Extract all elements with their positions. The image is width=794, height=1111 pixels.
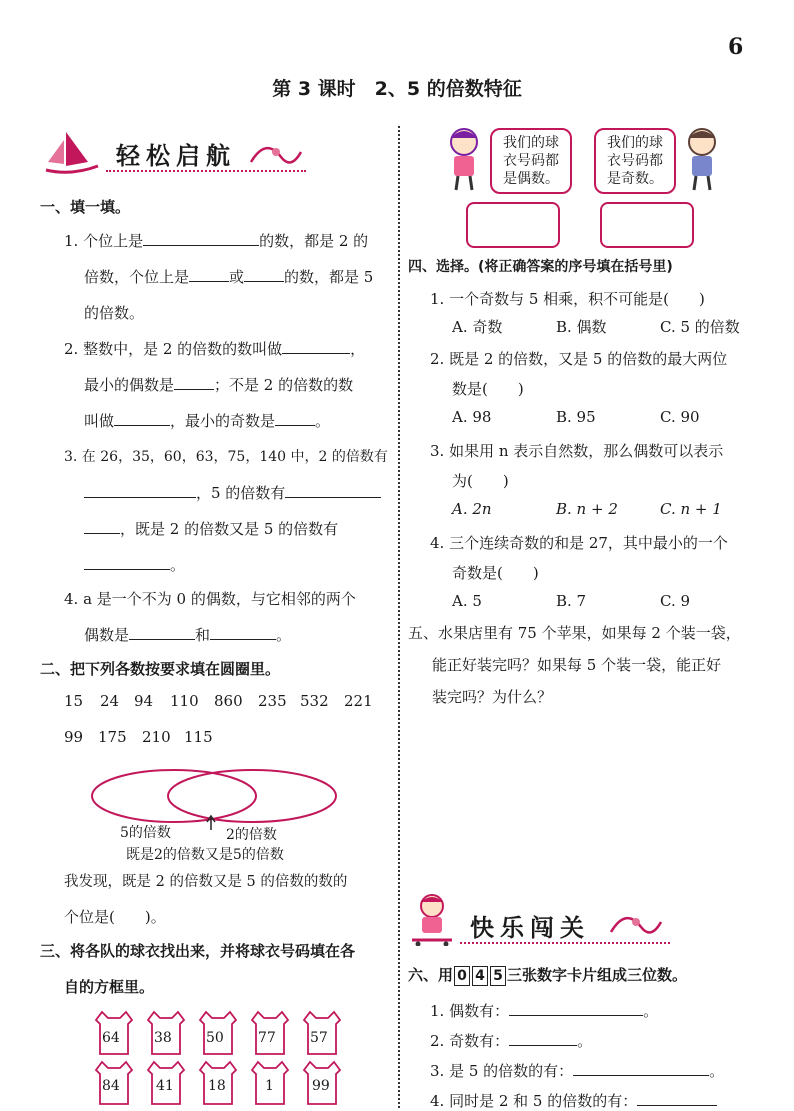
swirl-ornament-icon bbox=[606, 902, 666, 942]
swirl-ornament-icon bbox=[246, 132, 306, 172]
jersey-number: 41 bbox=[156, 1078, 174, 1094]
number-item: 110 bbox=[170, 692, 199, 710]
s1-q2-text-b: ， bbox=[350, 340, 366, 358]
s6-q1-text: 1. 偶数有： bbox=[430, 1002, 510, 1020]
number-item: 24 bbox=[100, 692, 120, 710]
section-5-line3: 装完吗？为什么？ bbox=[432, 688, 553, 706]
s1-q1-text-c: 倍数，个位上是 bbox=[84, 268, 190, 286]
answer-blank[interactable] bbox=[210, 625, 276, 640]
jersey[interactable] bbox=[302, 1010, 342, 1056]
s1-q2-line3 bbox=[84, 410, 330, 431]
odd-answer-box[interactable] bbox=[600, 202, 694, 248]
jersey-number: 99 bbox=[312, 1078, 330, 1094]
boy-character-left-icon bbox=[442, 126, 486, 194]
jersey-number: 77 bbox=[258, 1030, 276, 1046]
jersey-number: 84 bbox=[102, 1078, 120, 1094]
s4-q4-line1: 4. 三个连续奇数的和是 27，其中最小的一个 bbox=[430, 534, 728, 552]
answer-blank[interactable] bbox=[143, 231, 259, 246]
speech-bubble-even: 我们的球衣号码都是偶数。 bbox=[490, 128, 572, 194]
s4-q2-options bbox=[452, 408, 772, 428]
banner-easy-start-text: 轻松启航 bbox=[116, 142, 236, 170]
jersey[interactable] bbox=[94, 1060, 134, 1106]
s1-q3-text-c: ，既是 2 的倍数又是 5 的倍数有 bbox=[120, 520, 339, 538]
number-item: 235 bbox=[258, 692, 287, 710]
s6-q3-end: 。 bbox=[709, 1062, 725, 1080]
option-b[interactable]: B. n + 2 bbox=[556, 500, 618, 518]
s6-q3-text: 3. 是 5 的倍数的有： bbox=[430, 1062, 574, 1080]
s1-q2-text-a: 2. 整数中，是 2 的倍数的数叫做 bbox=[64, 340, 283, 358]
section-3-heading-line2: 自的方框里。 bbox=[64, 978, 155, 996]
s4-q2-line2: 数是( ) bbox=[452, 380, 524, 398]
s1-q2-line2 bbox=[84, 374, 353, 395]
boy-character-right-icon bbox=[680, 126, 724, 194]
option-b[interactable]: B. 偶数 bbox=[556, 318, 607, 336]
digit-card: 5 bbox=[490, 966, 506, 986]
s4-q1-options bbox=[452, 316, 772, 336]
s1-q2-text-e: 叫做 bbox=[84, 412, 115, 430]
option-c[interactable]: C. 5 的倍数 bbox=[660, 318, 740, 336]
number-item: 532 bbox=[300, 692, 329, 710]
jersey-number: 64 bbox=[102, 1030, 120, 1046]
speech-bubble-odd: 我们的球衣号码都是奇数。 bbox=[594, 128, 676, 194]
s1-q3-line3 bbox=[84, 518, 338, 539]
venn-circle-5[interactable] bbox=[92, 770, 256, 822]
answer-blank[interactable] bbox=[285, 483, 381, 498]
s6-q1 bbox=[430, 1000, 658, 1021]
venn-circle-2[interactable] bbox=[168, 770, 336, 822]
number-item: 175 bbox=[98, 728, 127, 746]
s1-q2-text-d: ；不是 2 的倍数的数 bbox=[214, 376, 354, 394]
s1-q4-line2 bbox=[84, 624, 291, 645]
answer-blank[interactable] bbox=[275, 411, 315, 426]
number-item: 860 bbox=[214, 692, 243, 710]
s1-q1-line1 bbox=[64, 230, 368, 251]
s4-q3-line2: 为( ) bbox=[452, 472, 509, 490]
s1-q1-text-a: 1. 个位上是 bbox=[64, 232, 144, 250]
sailboat-icon bbox=[36, 126, 106, 176]
section-2-heading: 二、把下列各数按要求填在圆圈里。 bbox=[40, 660, 281, 678]
answer-blank[interactable] bbox=[282, 339, 350, 354]
section-5-answer-area[interactable] bbox=[408, 712, 778, 872]
s2-finding-line1: 我发现，既是 2 的倍数又是 5 的倍数的数的 bbox=[64, 874, 348, 890]
answer-blank[interactable] bbox=[189, 267, 229, 282]
venn-label-both: 既是2的倍数又是5的倍数 bbox=[126, 847, 284, 863]
s1-q3-line2 bbox=[84, 482, 381, 503]
page-number: 6 bbox=[728, 34, 744, 60]
digit-card: 0 bbox=[454, 966, 470, 986]
s1-q2-text-f: ，最小的奇数是 bbox=[170, 412, 276, 430]
s4-q4-line2: 奇数是( ) bbox=[452, 564, 539, 582]
option-a[interactable]: A. 奇数 bbox=[452, 318, 503, 336]
option-c[interactable]: C. 90 bbox=[660, 408, 700, 426]
jersey[interactable] bbox=[94, 1010, 134, 1056]
jerseys-row-2 bbox=[94, 1060, 354, 1108]
s1-q2-text-c: 最小的偶数是 bbox=[84, 376, 175, 394]
s1-q3-text-b: ，5 的倍数有 bbox=[196, 484, 286, 502]
number-item: 115 bbox=[184, 728, 213, 746]
s1-q4-line1: 4. a 是一个不为 0 的偶数，与它相邻的两个 bbox=[64, 590, 356, 608]
jersey[interactable] bbox=[198, 1010, 238, 1056]
answer-blank[interactable] bbox=[129, 625, 195, 640]
s4-q3-line1: 3. 如果用 n 表示自然数，那么偶数可以表示 bbox=[430, 442, 724, 460]
s6-q4-text: 4. 同时是 2 和 5 的倍数的有： bbox=[430, 1092, 638, 1110]
s1-q2-line1 bbox=[64, 338, 365, 359]
s1-q1-text-b: 的数，都是 2 的 bbox=[259, 232, 369, 250]
numbers-row-1 bbox=[64, 692, 384, 712]
jersey-number: 18 bbox=[208, 1078, 226, 1094]
s1-q3-text-d: 。 bbox=[170, 556, 186, 574]
answer-blank[interactable] bbox=[509, 1031, 577, 1046]
s1-q1-line3: 的倍数。 bbox=[84, 304, 145, 322]
s6-q2-text: 2. 奇数有： bbox=[430, 1032, 510, 1050]
jersey-number: 38 bbox=[154, 1030, 172, 1046]
number-item: 94 bbox=[134, 692, 154, 710]
section-5-line2: 能正好装完吗？如果每 5 个装一袋，能正好 bbox=[432, 656, 722, 674]
answer-blank[interactable] bbox=[244, 267, 284, 282]
s1-q4-text-d: 。 bbox=[276, 626, 292, 644]
jersey[interactable] bbox=[146, 1010, 186, 1056]
s6-q3 bbox=[430, 1060, 724, 1081]
s4-q2-line1: 2. 既是 2 的倍数，又是 5 的倍数的最大两位 bbox=[430, 350, 728, 368]
skateboard-kid-icon bbox=[406, 892, 458, 946]
banner-underline bbox=[106, 170, 306, 172]
s1-q1-line2 bbox=[84, 266, 373, 287]
s4-q3-options bbox=[452, 500, 772, 520]
lesson-title: 第 3 课时 2、5 的倍数特征 bbox=[272, 78, 522, 100]
jersey-number: 57 bbox=[310, 1030, 328, 1046]
section-3-heading-line1: 三、将各队的球衣找出来，并将球衣号码填在各 bbox=[40, 942, 356, 960]
s1-q1-text-d: 或 bbox=[229, 268, 245, 286]
s6-q1-end: 。 bbox=[643, 1002, 659, 1020]
jerseys-row-1 bbox=[94, 1010, 354, 1058]
s1-q4-text-c: 和 bbox=[195, 626, 211, 644]
jersey[interactable] bbox=[250, 1010, 290, 1056]
s6-q2-end: 。 bbox=[577, 1032, 593, 1050]
banner-happy-challenge-text: 快乐闯关 bbox=[470, 914, 590, 942]
section-5-line1: 五、水果店里有 75 个苹果，如果每 2 个装一袋， bbox=[408, 624, 741, 642]
column-divider bbox=[398, 126, 400, 1108]
answer-blank[interactable] bbox=[114, 411, 170, 426]
option-a[interactable]: A. 2n bbox=[452, 500, 492, 518]
jersey[interactable] bbox=[250, 1060, 290, 1106]
jersey[interactable] bbox=[302, 1060, 342, 1106]
answer-blank[interactable] bbox=[84, 555, 170, 570]
banner-easy-start bbox=[36, 126, 296, 176]
jersey[interactable] bbox=[198, 1060, 238, 1106]
s1-q3-line1: 3. 在 26，35，60，63，75，140 中，2 的倍数有 bbox=[64, 449, 388, 465]
answer-blank[interactable] bbox=[84, 483, 196, 498]
jersey-number: 50 bbox=[206, 1030, 224, 1046]
s4-q1: 1. 一个奇数与 5 相乘，积不可能是( ) bbox=[430, 290, 705, 308]
numbers-row-2 bbox=[64, 728, 264, 748]
venn-diagram bbox=[88, 766, 344, 830]
number-item: 99 bbox=[64, 728, 84, 746]
section-4-heading: 四、选择。(将正确答案的序号填在括号里) bbox=[408, 259, 673, 275]
s6-heading-text-a: 六、用 bbox=[408, 966, 454, 984]
s2-finding-line2: 个位是( )。 bbox=[64, 908, 166, 926]
answer-blank[interactable] bbox=[637, 1091, 717, 1106]
digit-card: 4 bbox=[472, 966, 488, 986]
s1-q1-text-e: 的数，都是 5 bbox=[284, 268, 374, 286]
number-item: 221 bbox=[344, 692, 373, 710]
venn-label-2: 2的倍数 bbox=[226, 827, 277, 843]
jersey-number: 1 bbox=[265, 1078, 274, 1094]
s1-q2-text-g: 。 bbox=[315, 412, 331, 430]
number-item: 210 bbox=[142, 728, 171, 746]
banner-underline bbox=[460, 942, 670, 944]
s4-q4-options bbox=[452, 592, 772, 612]
section-1-heading: 一、填一填。 bbox=[40, 198, 131, 216]
s6-heading-text-b: 三张数字卡片组成三位数。 bbox=[507, 966, 688, 984]
answer-blank[interactable] bbox=[509, 1001, 643, 1016]
number-item: 15 bbox=[64, 692, 84, 710]
even-answer-box[interactable] bbox=[466, 202, 560, 248]
option-b[interactable]: B. 95 bbox=[556, 408, 596, 426]
section-6-heading bbox=[408, 964, 687, 986]
option-b[interactable]: B. 7 bbox=[556, 592, 587, 610]
jersey[interactable] bbox=[146, 1060, 186, 1106]
banner-happy-challenge bbox=[406, 892, 676, 948]
s1-q4-text-b: 偶数是 bbox=[84, 626, 130, 644]
option-a[interactable]: A. 5 bbox=[452, 592, 482, 610]
option-a[interactable]: A. 98 bbox=[452, 408, 492, 426]
answer-blank[interactable] bbox=[84, 519, 120, 534]
option-c[interactable]: C. 9 bbox=[660, 592, 691, 610]
s1-q3-line4 bbox=[84, 554, 185, 575]
answer-blank[interactable] bbox=[174, 375, 214, 390]
option-c[interactable]: C. n + 1 bbox=[660, 500, 722, 518]
answer-blank[interactable] bbox=[573, 1061, 709, 1076]
s6-q2 bbox=[430, 1030, 592, 1051]
venn-label-5: 5的倍数 bbox=[120, 825, 171, 841]
